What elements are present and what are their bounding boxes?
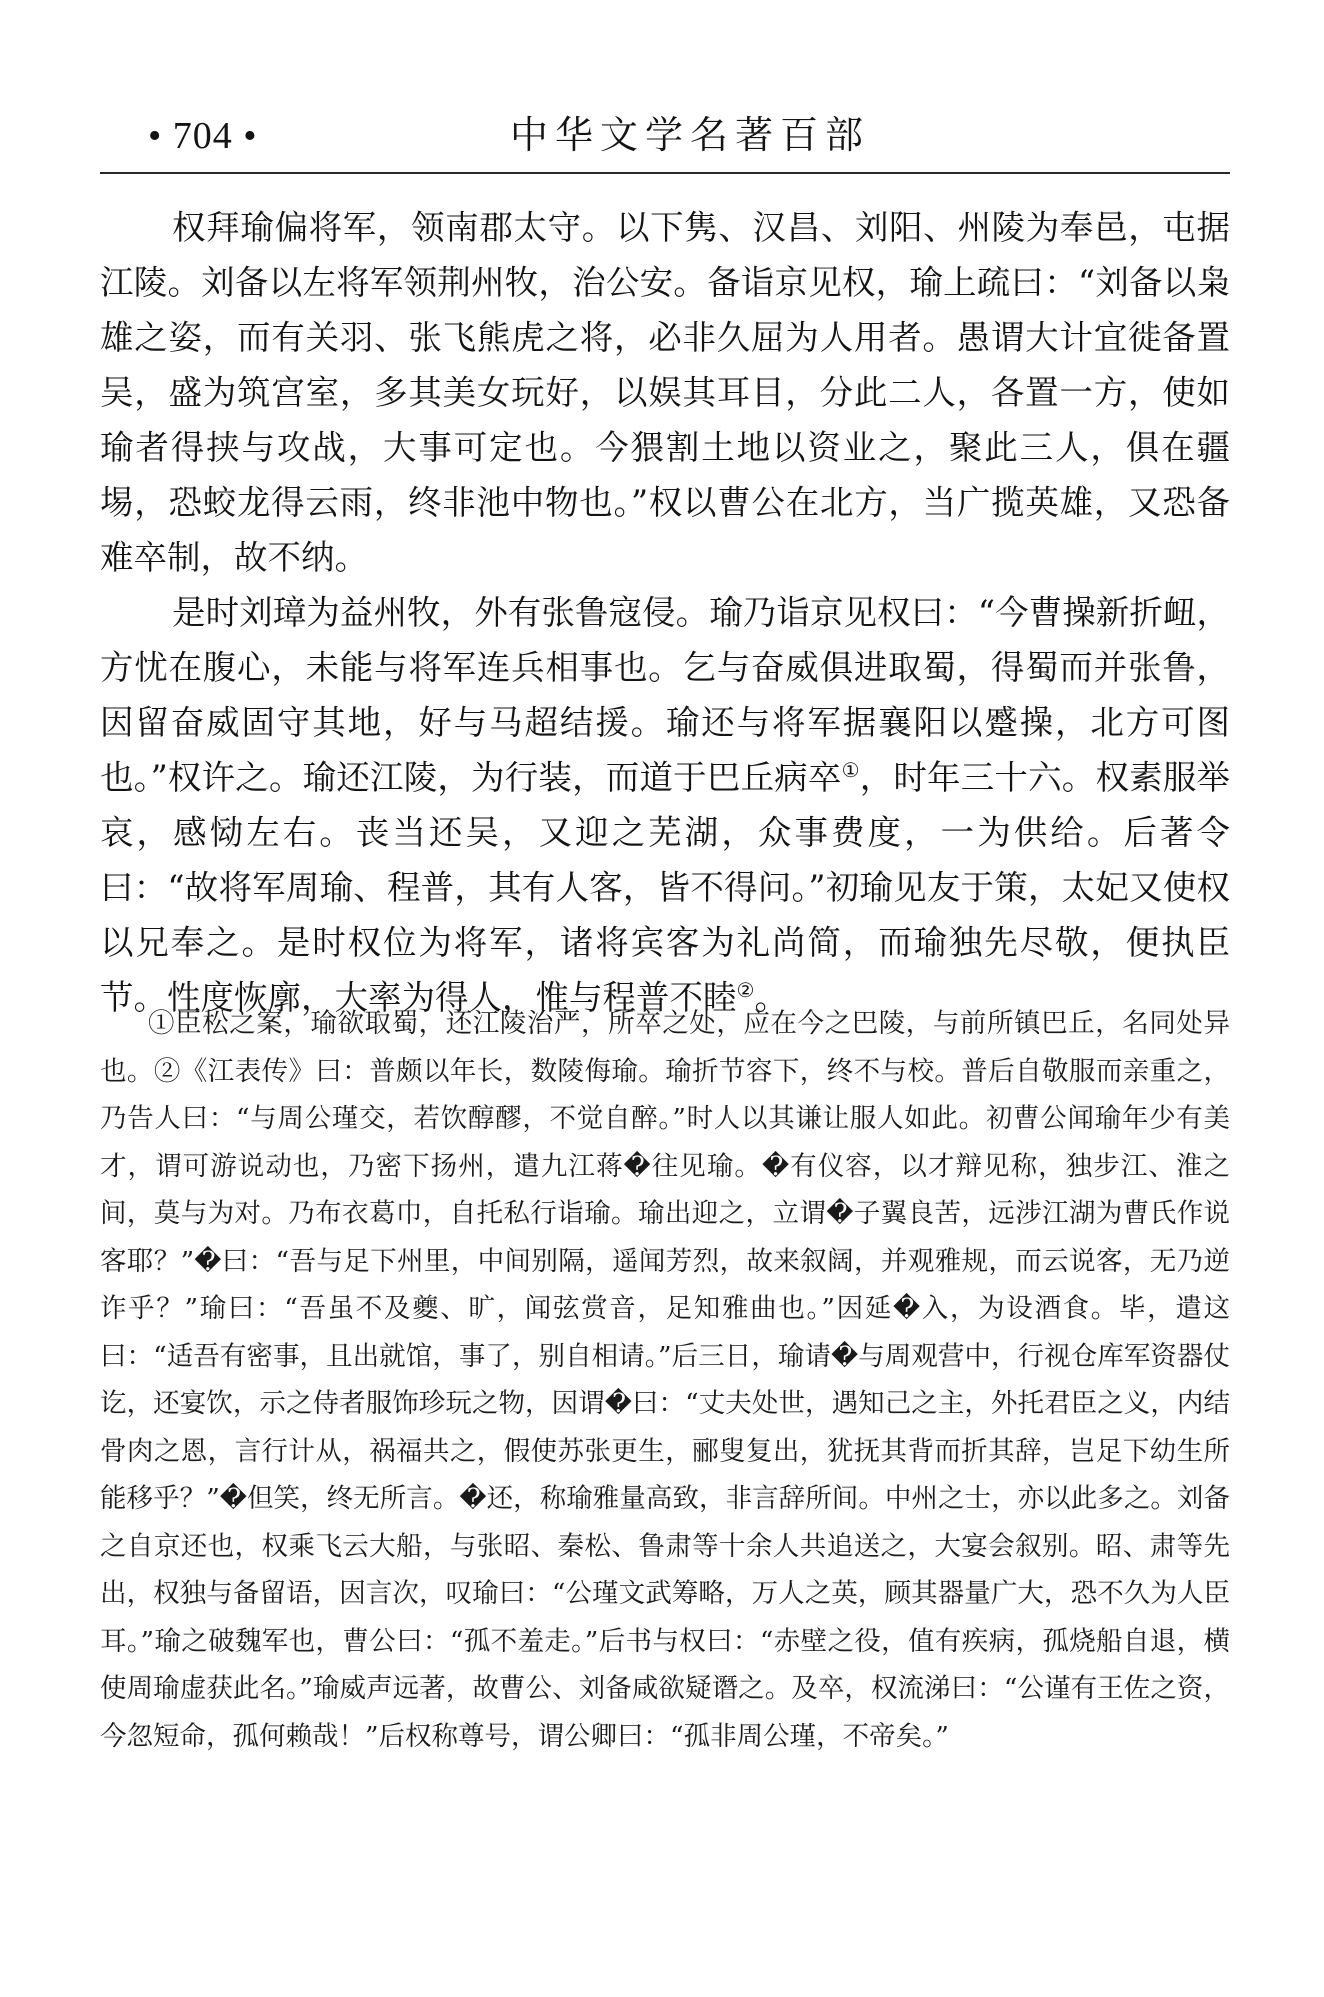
paragraph-2-part-a: 是时刘璋为益州牧，外有张鲁寇侵。瑜乃诣京见权曰：“今曹操新折衄，方忧在腹心，未能与将军连兵相事也。乞与奋威俱进取蜀，得蜀而并张鲁，因留奋威固守其地，好与马超结援。瑜还与将军据襄阳以蹙操，北方可图也。”权许之。瑜还江陵，为行装，而道于巴丘病卒	[100, 593, 1230, 797]
paragraph-2-part-c: 。	[754, 978, 788, 1017]
paragraph-2-part-b: ，时年三十六。权素服举哀，感恸左右。丧当还吴，又迎之芜湖，众事费度，一为供给。后著令曰：“故将军周瑜、程普，其有人客，皆不得问。”初瑜见友于策，太妃又使权以兄奉之。是时权位为将军，诸将宾客为礼尚简，而瑜独先尽敬，便执臣节。性度恢廓，大率为得人，惟与程普不睦	[100, 758, 1231, 1017]
footnote-block	[100, 1000, 1230, 1760]
footnote-ref-2: ②	[736, 977, 755, 1002]
page-number: • 704 •	[148, 115, 258, 157]
paragraph-1: 权拜瑜偏将军，领南郡太守。以下隽、汉昌、刘阳、州陵为奉邑，屯据江陵。刘备以左将军领荆州牧，治公安。备诣京见权，瑜上疏曰：“刘备以枭雄之姿，而有关羽、张飞熊虎之将，必非久屈为人用者。愚谓大计宜徙备置吴，盛为筑宫室，多其美女玩好，以娱其耳目，分此二人，各置一方，使如瑜者得挟与攻战，大事可定也。今猥割土地以资业之，聚此三人，俱在疆埸，恐蛟龙得云雨，终非池中物也。”权以曹公在北方，当广揽英雄，又恐备难卒制，故不纳。	[100, 208, 1230, 577]
book-title: 中华文学名著百部	[510, 113, 871, 157]
page-header	[100, 100, 1230, 174]
paragraph-2	[100, 585, 1230, 1025]
footnote-ref-1: ①	[841, 757, 860, 782]
footnote-text: ①臣松之案，瑜欲取蜀，还江陵治严，所卒之处，应在今之巴陵，与前所镇巴丘，名同处异也。②《江表传》曰：普颇以年长，数陵侮瑜。瑜折节容下，终不与校。普后自敬服而亲重之，乃告人曰：“与周公瑾交，若饮醇醪，不觉自醉。”时人以其谦让服人如此。初曹公闻瑜年少有美才，谓可游说动也，乃密下扬州，遣九江蒋�往见瑜。�有仪容，以才辩见称，独步江、淮之间，莫与为对。乃布衣葛巾，自托私行诣瑜。瑜出迎之，立谓�子翼良苦，远涉江湖为曹氏作说客耶？”�曰：“吾与足下州里，中间别隔，遥闻芳烈，故来叙阔，并观雅规，而云说客，无乃逆诈乎？”瑜曰：“吾虽不及夔、旷，闻弦赏音，足知雅曲也。”因延�入，为设酒食。毕，遣这曰：“适吾有密事，且出就馆，事了，别自相请。”后三日，瑜请�与周观营中，行视仓库军资器仗讫，还宴饮，示之侍者服饰珍玩之物，因谓�曰：“丈夫处世，遇知己之主，外托君臣之义，内结骨肉之恩，言行计从，祸福共之，假使苏张更生，郦叟复出，犹抚其背而折其辞，岂足下幼生所能移乎？”�但笑，终无所言。�还，称瑜雅量高致，非言辞所间。中州之士，亦以此多之。刘备之自京还也，权乘飞云大船，与张昭、秦松、鲁肃等十余人共追送之，大宴会叙别。昭、肃等先出，权独与备留语，因言次，叹瑜曰：“公瑾文武筹略，万人之英，顾其器量广大，恐不久为人臣耳。”瑜之破魏军也，曹公曰：“孤不羞走。”后书与权曰：“赤壁之役，值有疾病，孤烧船自退，横使周瑜虚获此名。”瑜威声远著，故曹公、刘备咸欲疑谮之。及卒，权流涕曰：“公谨有王佐之资，今忽短命，孤何赖哉！”后权称尊号，谓公卿曰：“孤非周公瑾，不帝矣。”	[100, 1008, 1230, 1752]
main-text	[100, 200, 1230, 1025]
